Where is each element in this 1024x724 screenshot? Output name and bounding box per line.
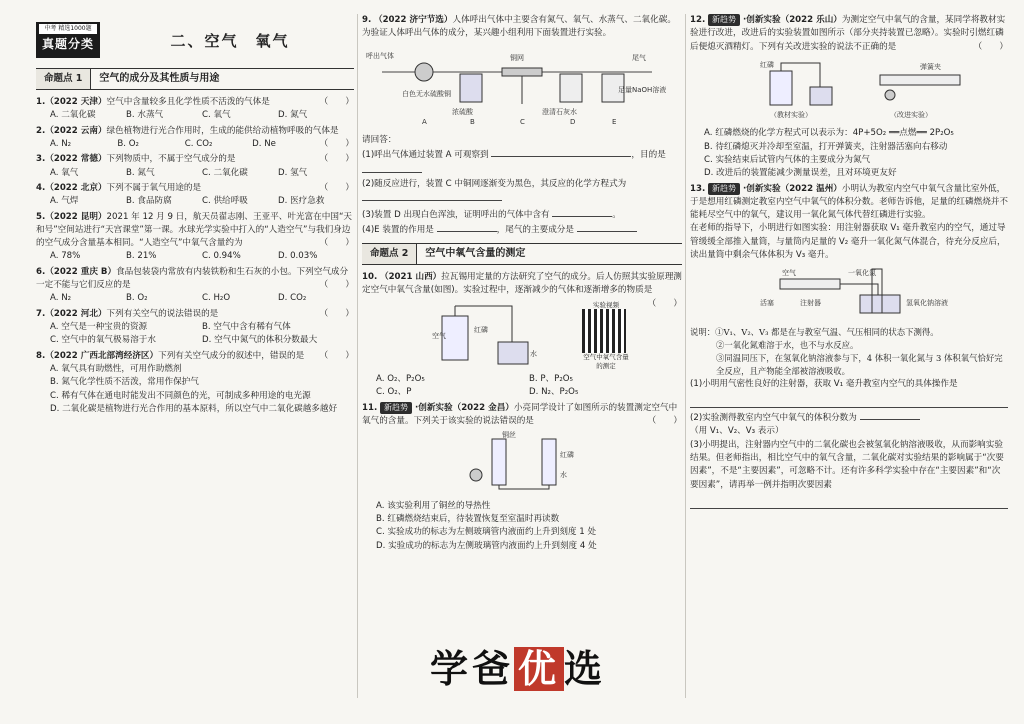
question-item xyxy=(36,182,354,209)
option-choice[interactable]: A. 气焊 xyxy=(50,196,79,207)
column-left xyxy=(36,14,354,418)
sub-question: （用 V₁、V₂、V₃ 表示） xyxy=(690,426,784,437)
question-source: ·创新实验（2022 乐山） xyxy=(742,15,842,25)
figure-label: 空气 xyxy=(432,332,446,341)
new-trend-badge: 新趋势 xyxy=(708,14,740,26)
figure-label: （改进实验） xyxy=(890,110,932,119)
topic-title: 空气的成分及其性质与用途 xyxy=(99,73,220,85)
question-number: 10. xyxy=(362,272,378,283)
new-trend-badge: 新趋势 xyxy=(380,402,412,414)
topic-tag: 命题点 1 xyxy=(36,69,91,89)
option-choice[interactable]: A. 氧气具有助燃性，可用作助燃剂 xyxy=(50,363,182,374)
question-stem: 2021 年 12 月 9 日，航天员翟志刚、王亚平、叶光富在中国“天和号”空间站进行“天宫课堂”第一课。水球光学实验中打入的“人造空气”与我们身边的空气成分含量基本相同。“人造空气”中氧气含量约为 xyxy=(36,211,352,249)
qr-caption: 实验视频 xyxy=(593,300,619,309)
page-title: 二、空气 氧气 xyxy=(170,32,290,50)
answer-line[interactable] xyxy=(690,393,1008,408)
question-stem: 拉瓦锡用定量的方法研究了空气的成分。后人仿照其实验原理测定空气中氧气含量(如图)。实验过程中，逐渐减少的气体和逐渐增多的物质是 xyxy=(362,272,682,296)
question-number: 3. xyxy=(36,154,46,165)
question-item xyxy=(36,350,354,417)
qr-caption: 空气中氧气含量的测定 xyxy=(583,353,629,370)
option-choice[interactable]: B. 食品防腐 xyxy=(126,196,172,207)
option-choice[interactable]: B. 红磷燃烧结束后，待装置恢复至室温时再读数 xyxy=(376,513,560,524)
figure-label: 足量NaOH溶液 xyxy=(618,85,667,94)
question-number: 11. xyxy=(362,402,378,413)
column-right xyxy=(690,14,1008,511)
question-source: （2022 济宁节选） xyxy=(373,15,453,25)
column-divider xyxy=(357,14,358,698)
question-number: 1. xyxy=(36,97,46,107)
copper-wire-diagram xyxy=(462,431,602,491)
question-source: （2022 云南） xyxy=(45,125,107,136)
question-number: 2. xyxy=(36,125,46,136)
answer-paren[interactable]: （ ） xyxy=(319,280,354,291)
topic-title: 空气中氧气含量的测定 xyxy=(425,248,526,260)
figure-label: 澄清石灰水 xyxy=(542,107,577,116)
topic-heading-2 xyxy=(362,243,682,265)
option-choice[interactable]: A. 空气是一种宝贵的资源 xyxy=(50,322,148,332)
figure-label: 空气 xyxy=(782,269,796,278)
question-number: 7. xyxy=(36,308,46,319)
question-source: （2022 北京） xyxy=(45,182,107,193)
answer-paren[interactable]: （ ） xyxy=(647,416,682,426)
option-choice[interactable]: C. 空气中的氧气极易溶于水 xyxy=(50,335,156,346)
answer-paren[interactable]: （ ） xyxy=(319,308,354,319)
option-choice[interactable]: D. 二氧化碳是植物进行光合作用的基本原料，所以空气中二氧化碳越多越好 xyxy=(50,403,338,414)
option-choice[interactable]: A. 78% xyxy=(50,251,81,262)
options xyxy=(362,500,682,553)
question-number: 12. xyxy=(690,15,706,25)
option-choice[interactable]: A. N₂ xyxy=(50,293,72,304)
option-choice[interactable]: C. O₂、P xyxy=(376,387,412,398)
answer-prompt: 请回答： xyxy=(362,134,397,145)
option-choice[interactable]: B. 待红磷熄灭并冷却至室温，打开弹簧夹，注射器活塞向右移动 xyxy=(704,141,948,152)
question-item xyxy=(36,211,354,264)
option-choice[interactable]: B. O₂ xyxy=(117,138,139,149)
page-header xyxy=(36,14,354,62)
option-choice[interactable]: C. 0.94% xyxy=(202,251,241,262)
option-choice[interactable]: C. 实验结束后试管内气体的主要成分为氮气 xyxy=(704,154,871,165)
question-source: （2021 山西） xyxy=(379,272,442,283)
question-9: 9. （2022 济宁节选）人体呼出气体中主要含有氮气、氧气、水蒸气、二氧化碳。为验证人体呼出气体的成分，某兴趣小组利用下面装置进行实验。 呼出气体 白色无水硫酸铜 浓硫酸 铜网 澄清石灰水 尾气 足量NaOH溶液 A B C D E 请回答： (1)呼出气体通过装置 A 可观察到 ，目的是 (2)随反应进行，装置 C 中铜网逐渐变为黑色，其反应的化学方程式为 (3)装置 D 出现白色浑浊，证明呼出的气体中含有 。 (4)E 装置的作用是 ，尾气的主要成分是 xyxy=(362,14,682,237)
figure-label: 浓硫酸 xyxy=(452,107,473,116)
options xyxy=(36,321,354,348)
option-choice[interactable]: B. 氮气 xyxy=(126,167,155,178)
figure-label: 水 xyxy=(530,350,537,359)
figure-label: 红磷 xyxy=(760,60,774,69)
apparatus-figure-q12 xyxy=(690,57,1008,124)
option-choice[interactable]: A. 二氧化碳 xyxy=(50,110,96,121)
answer-paren[interactable]: （ ） xyxy=(319,154,354,165)
option-choice[interactable]: D. 实验成功的标志为左侧玻璃管内液面约上升到刻度 4 处 xyxy=(376,540,597,551)
sub-question: (2)随反应进行，装置 C 中铜网逐渐变为黑色，其反应的化学方程式为 xyxy=(362,178,627,189)
sub-question: 目的是 xyxy=(640,150,666,161)
question-stem: 在老师的指导下，小明进行如图实验：用注射器获取 V₁ 毫升教室内的空气，通过导管缓缓全部推入量筒，与量筒内足量的 V₂ 毫升一氧化氮气体混合，待充分反应后，读出量筒中剩余气体体积为 V₃ 毫升。 xyxy=(690,223,1006,261)
note-line: ③同温同压下，在氢氧化钠溶液参与下，4 体积一氧化氮与 3 体积氧气恰好完全反应，且产物能全部被溶液吸收。 xyxy=(716,352,1003,376)
question-number: 13. xyxy=(690,183,706,194)
options xyxy=(36,138,320,151)
option-choice[interactable]: C. CO₂ xyxy=(184,138,213,149)
question-item xyxy=(36,125,354,152)
question-source: （2022 河北） xyxy=(45,308,107,319)
figure-label: 氢氧化钠溶液 xyxy=(906,299,948,308)
sub-question: (1)呼出气体通过装置 A 可观察到 xyxy=(362,150,489,161)
topic-tag: 命题点 2 xyxy=(362,244,417,264)
option-choice[interactable]: A. 氧气 xyxy=(50,167,79,178)
figure-label: 一氧化氮 xyxy=(848,269,876,278)
figure-label: 红磷 xyxy=(560,451,574,460)
option-choice[interactable]: B. 水蒸气 xyxy=(126,110,164,121)
badge-main-label: 真题分类 xyxy=(41,37,94,51)
question-list xyxy=(36,96,354,416)
question-stem: 为测定空气中氧气的含量，某同学将教材实验进行改进，改进后的实验装置如图所示（部分夹持装置已忽略）。实验时引燃红磷后便熄灭酒精灯。下列有关改进实验的说法不正确的是 xyxy=(690,15,1006,52)
figure-label: 白色无水硫酸铜 xyxy=(402,89,451,98)
answer-blank[interactable] xyxy=(577,222,637,232)
apparatus-figure-q13 xyxy=(690,265,1008,322)
question-stem: 下列有关空气成分的叙述中，错误的是 xyxy=(158,350,305,361)
options xyxy=(36,167,354,180)
series-badge xyxy=(36,22,100,58)
option-choice[interactable]: A. O₂、P₂O₅ xyxy=(376,374,425,385)
answer-blank[interactable] xyxy=(491,147,631,157)
question-stem: 空气中含量较多且化学性质不活泼的气体是 xyxy=(106,97,270,107)
question-stem: 绿色植物进行光合作用时，生成的能供给动植物呼吸的气体是 xyxy=(106,125,339,136)
question-number: 9. xyxy=(362,15,372,25)
option-choice[interactable]: D. 空气中氮气的体积分数最大 xyxy=(202,335,318,346)
options xyxy=(36,250,354,263)
option-choice[interactable]: B. 21% xyxy=(126,251,157,262)
badge-top-label: 中考 精选1000题 xyxy=(39,24,97,34)
new-trend-badge: 新趋势 xyxy=(708,183,740,195)
sub-question: (2)实验测得教室内空气中氧气的体积分数为 xyxy=(690,413,857,424)
answer-paren[interactable]: （ ） xyxy=(319,97,354,107)
figure-label: 注射器 xyxy=(800,299,821,308)
question-source: ·创新实验（2022 金昌） xyxy=(414,402,514,413)
option-choice[interactable]: D. Ne xyxy=(252,138,276,149)
question-number: 5. xyxy=(36,211,46,222)
options xyxy=(690,127,1008,180)
figure-label: B xyxy=(470,117,475,126)
option-choice[interactable]: C. 供给呼吸 xyxy=(202,196,248,207)
option-choice[interactable]: D. 氢气 xyxy=(278,167,308,178)
question-number: 6. xyxy=(36,266,46,277)
question-stem: 下列不属于氧气用途的是 xyxy=(106,182,202,193)
option-choice[interactable]: B. 氮气化学性质不活泼，常用作保护气 xyxy=(50,377,199,388)
question-source: （2022 常德） xyxy=(45,154,107,165)
option-choice[interactable]: D. 改进后的装置能减少测量误差，且对环境更友好 xyxy=(704,168,897,179)
figure-label: E xyxy=(612,117,617,126)
question-12 xyxy=(690,14,1008,181)
question-source: （2022 重庆 B） xyxy=(45,266,117,277)
gas-apparatus-diagram xyxy=(362,44,672,126)
options xyxy=(362,373,682,400)
answer-paren[interactable]: （ ） xyxy=(319,182,354,193)
option-choice[interactable]: D. 医疗急救 xyxy=(278,196,325,207)
option-choice[interactable]: D. CO₂ xyxy=(278,293,307,304)
question-number: 4. xyxy=(36,182,46,193)
question-source: （2022 天津） xyxy=(45,97,107,107)
options xyxy=(36,109,354,122)
figure-label: 呼出气体 xyxy=(366,51,394,60)
apparatus-figure-q11 xyxy=(362,431,682,496)
question-stem: 下列有关空气的说法错误的是 xyxy=(106,308,219,319)
video-qr-block xyxy=(582,301,630,370)
nitric-oxide-diagram xyxy=(760,265,960,317)
question-stem: 食品包装袋内常放有内装铁粉和生石灰的小包。下列空气成分一定不能与它们反应的是 xyxy=(36,266,349,291)
oxygen-test-diagram xyxy=(432,302,542,370)
note-line: 说明：①V₁、V₂、V₃ 都是在与教室气温、气压相同的状态下测得。 xyxy=(690,326,939,337)
question-stem: 小亮同学设计了如图所示的装置测定空气中氧气的含量。下列关于该实验的说法错误的是 xyxy=(362,402,678,426)
note-line: ②一氧化氮难溶于水，也不与水反应。 xyxy=(716,339,859,350)
option-choice[interactable]: A. N₂ xyxy=(50,138,72,149)
question-item xyxy=(36,153,354,180)
answer-paren[interactable]: （ ） xyxy=(319,350,354,361)
options xyxy=(36,363,354,416)
topic-heading-1 xyxy=(36,68,354,90)
question-source: （2022 广西北部湾经济区） xyxy=(45,350,159,361)
figure-label: D xyxy=(570,117,576,126)
answer-paren[interactable]: （ ） xyxy=(319,138,354,149)
question-stem: 小明认为教室内空气中氧气含量比室外低，于是想用红磷测定教室内空气中氧气的体积分数。老师告诉他，足量的红磷燃烧并不能耗尽空气中的氧气，建议用一氧化氮气体代替红磷进行实验。 xyxy=(690,183,1008,221)
question-13 xyxy=(690,183,1008,509)
option-choice[interactable]: C. H₂O xyxy=(202,293,231,304)
question-stem: 人体呼出气体中主要含有氮气、氧气、水蒸气、二氧化碳。为验证人体呼出气体的成分，某兴趣小组利用下面装置进行实验。 xyxy=(362,15,676,39)
qr-code[interactable] xyxy=(582,309,626,353)
answer-blank[interactable] xyxy=(552,207,612,217)
apparatus-figure-q10 xyxy=(362,301,648,370)
figure-label: 铜丝 xyxy=(502,431,516,440)
sub-question: (3)装置 D 出现白色浑浊，证明呼出的气体中含有 xyxy=(362,209,550,220)
option-choice[interactable]: D. 0.03% xyxy=(278,251,318,262)
answer-line[interactable] xyxy=(690,494,1008,509)
options xyxy=(36,292,354,305)
option-choice[interactable]: C. 稀有气体在通电时能发出不同颜色的光，可制成多种用途的电光源 xyxy=(50,390,311,401)
watermark-text: 选 xyxy=(564,647,607,691)
watermark-logo xyxy=(430,640,606,699)
figure-label: 尾气 xyxy=(632,53,646,62)
sub-question: (4)E 装置的作用是 xyxy=(362,224,434,235)
red-phosphorus-diagram xyxy=(760,57,980,119)
figure-label: 活塞 xyxy=(760,299,774,308)
figure-label: 红磷 xyxy=(474,326,488,335)
figure-label: 弹簧夹 xyxy=(920,62,941,71)
answer-paren[interactable]: （ ） xyxy=(973,41,1008,52)
column-middle xyxy=(362,14,682,555)
question-number: 8. xyxy=(36,350,46,361)
option-choice[interactable]: D. N₂、P₂O₅ xyxy=(529,387,579,398)
question-item xyxy=(36,96,354,123)
figure-label: C xyxy=(520,117,525,126)
sub-question: (3)小明提出，注射器内空气中的二氧化碳也会被氢氧化钠溶液吸收，从而影响实验结果。但老师指出，相比空气中的氧气含量，二氧化碳对实验结果的影响属于“次要因素”，不是“主要因素”，可忽略不计。还有许多科学实验中存在“主要因素”和“次要因素”，请再举一例并指明次要因素 xyxy=(690,439,1004,490)
option-choice[interactable]: A. 红磷燃烧的化学方程式可以表示为：4P+5O₂ ══点燃══ 2P₂O₅ xyxy=(704,128,954,139)
question-11 xyxy=(362,402,682,553)
figure-label: 水 xyxy=(560,471,567,480)
answer-blank[interactable] xyxy=(362,163,422,173)
sub-question: (1)小明用气密性良好的注射器，获取 V₁ 毫升教室内空气的具体操作是 xyxy=(690,378,958,389)
figure-label: A xyxy=(422,117,427,126)
answer-blank[interactable] xyxy=(860,410,920,420)
sub-question: ，尾气的主要成分是 xyxy=(496,224,574,235)
answer-paren[interactable]: （ ） xyxy=(647,298,682,309)
answer-paren[interactable]: （ ） xyxy=(319,238,354,249)
option-choice[interactable]: C. 二氧化碳 xyxy=(202,167,248,178)
option-choice[interactable]: C. 实验成功的标志为左侧玻璃管内液面约上升到刻度 1 处 xyxy=(376,527,597,538)
question-10 xyxy=(362,271,682,400)
column-divider xyxy=(685,14,686,698)
figure-label: 铜网 xyxy=(510,53,524,62)
answer-blank[interactable] xyxy=(437,222,497,232)
option-choice[interactable]: C. 氧气 xyxy=(202,110,231,121)
option-choice[interactable]: B. O₂ xyxy=(126,293,148,304)
watermark-text: 学爸 xyxy=(430,647,515,691)
figure-label: （教材实验） xyxy=(770,110,812,119)
option-choice[interactable]: B. P、P₂O₅ xyxy=(529,374,573,385)
option-choice[interactable]: D. 氮气 xyxy=(278,110,308,121)
question-stem: 下列物质中，不属于空气成分的是 xyxy=(106,154,236,165)
apparatus-figure-q9 xyxy=(362,44,682,131)
question-item xyxy=(36,308,354,348)
answer-blank[interactable] xyxy=(362,191,502,201)
options xyxy=(36,195,354,208)
question-source: （2022 昆明） xyxy=(45,211,107,222)
option-choice[interactable]: A. 该实验利用了铜丝的导热性 xyxy=(376,500,491,511)
question-source: ·创新实验（2022 温州） xyxy=(742,183,842,194)
watermark-text: 优 xyxy=(514,647,564,691)
option-choice[interactable]: B. 空气中含有稀有气体 xyxy=(202,322,291,332)
question-item xyxy=(36,266,354,306)
